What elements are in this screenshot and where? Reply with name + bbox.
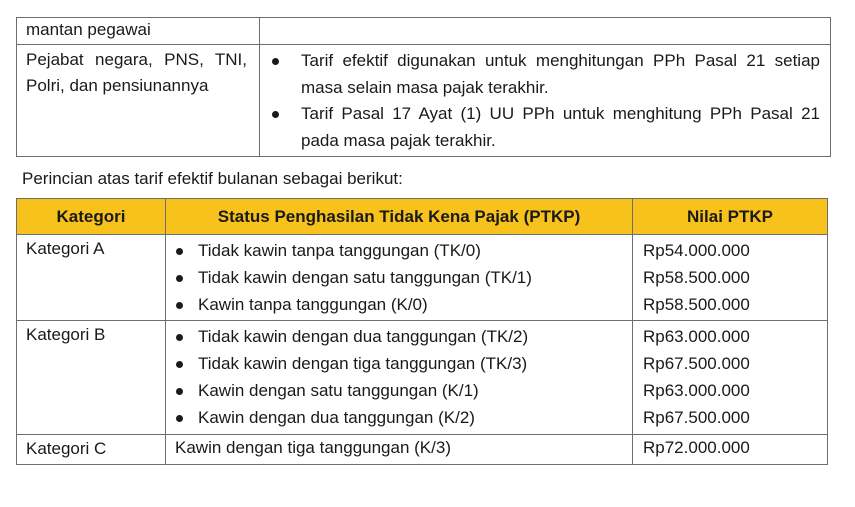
bullet-icon (272, 111, 279, 118)
list-item (270, 48, 820, 101)
category-cell: Kategori A (17, 235, 166, 321)
column-header-category: Kategori (17, 199, 166, 235)
table-row (17, 321, 828, 434)
list-item (174, 292, 626, 319)
status-list (174, 324, 626, 431)
table-row (17, 235, 828, 321)
list-item-text: Tarif efektif digunakan untuk menghitungan PPh Pasal 21 setiap masa selain masa pajak terakhir. (301, 51, 820, 97)
ptkp-value: Rp63.000.000 (643, 380, 750, 400)
status-list (174, 238, 626, 318)
bullet-icon (176, 361, 183, 368)
bullet-icon (176, 334, 183, 341)
ptkp-value: Rp63.000.000 (643, 327, 750, 347)
status-text: Kawin dengan satu tanggungan (K/1) (198, 380, 479, 400)
status-text: Tidak kawin tanpa tanggungan (TK/0) (198, 241, 481, 260)
intro-paragraph: Perincian atas tarif efektif bulanan sebagai berikut: (22, 169, 403, 188)
ptkp-category-table (16, 198, 828, 465)
tariff-usage-table (16, 17, 831, 157)
list-item (174, 265, 626, 292)
status-text: Kawin dengan dua tanggungan (K/2) (198, 407, 475, 427)
ptkp-value: Rp67.500.000 (643, 354, 750, 374)
list-item (174, 405, 626, 432)
description-cell (260, 45, 831, 157)
list-item (174, 324, 626, 351)
category-cell: Kategori C (17, 434, 166, 464)
subject-cell: mantan pegawai (17, 18, 260, 45)
status-text: Kawin tanpa tanggungan (K/0) (198, 294, 428, 314)
table-header-row (17, 199, 828, 235)
ptkp-value: Rp58.500.000 (643, 294, 750, 314)
bullet-icon (176, 248, 183, 255)
ptkp-value: Rp58.500.000 (643, 267, 750, 287)
bullet-icon (176, 275, 183, 282)
subject-cell: Pejabat negara, PNS, TNI, Polri, dan pensiunannya (17, 45, 260, 157)
list-item-text: Tarif Pasal 17 Ayat (1) UU PPh untuk menghitung PPh Pasal 21 pada masa pajak terakhir. (301, 104, 820, 150)
bullet-icon (176, 302, 183, 309)
status-text: Tidak kawin dengan dua tanggungan (TK/2) (198, 327, 529, 347)
table-row (17, 45, 831, 157)
column-header-ptkp-value: Nilai PTKP (633, 199, 828, 235)
bullet-icon (176, 415, 183, 422)
status-text: Tidak kawin dengan tiga tanggungan (TK/3) (198, 354, 528, 374)
status-text: Tidak kawin dengan satu tanggungan (TK/1) (198, 267, 532, 287)
list-item (270, 101, 820, 154)
bullet-icon (176, 388, 183, 395)
value-cell: Rp72.000.000 (633, 434, 828, 464)
description-cell (260, 18, 831, 45)
bullet-list (270, 48, 820, 154)
status-cell (166, 321, 633, 434)
status-cell (166, 235, 633, 321)
list-item (174, 351, 626, 378)
column-header-ptkp-status: Status Penghasilan Tidak Kena Pajak (PTKP) (166, 199, 633, 235)
bullet-icon (272, 58, 279, 65)
value-cell (633, 235, 828, 321)
table-row (17, 18, 831, 45)
list-item (174, 378, 626, 405)
table-row (17, 434, 828, 464)
category-cell: Kategori B (17, 321, 166, 434)
value-cell (633, 321, 828, 434)
ptkp-value: Rp54.000.000 (643, 241, 750, 260)
list-item (174, 238, 626, 265)
status-cell: Kawin dengan tiga tanggungan (K/3) (166, 434, 633, 464)
ptkp-value: Rp67.500.000 (643, 407, 750, 427)
